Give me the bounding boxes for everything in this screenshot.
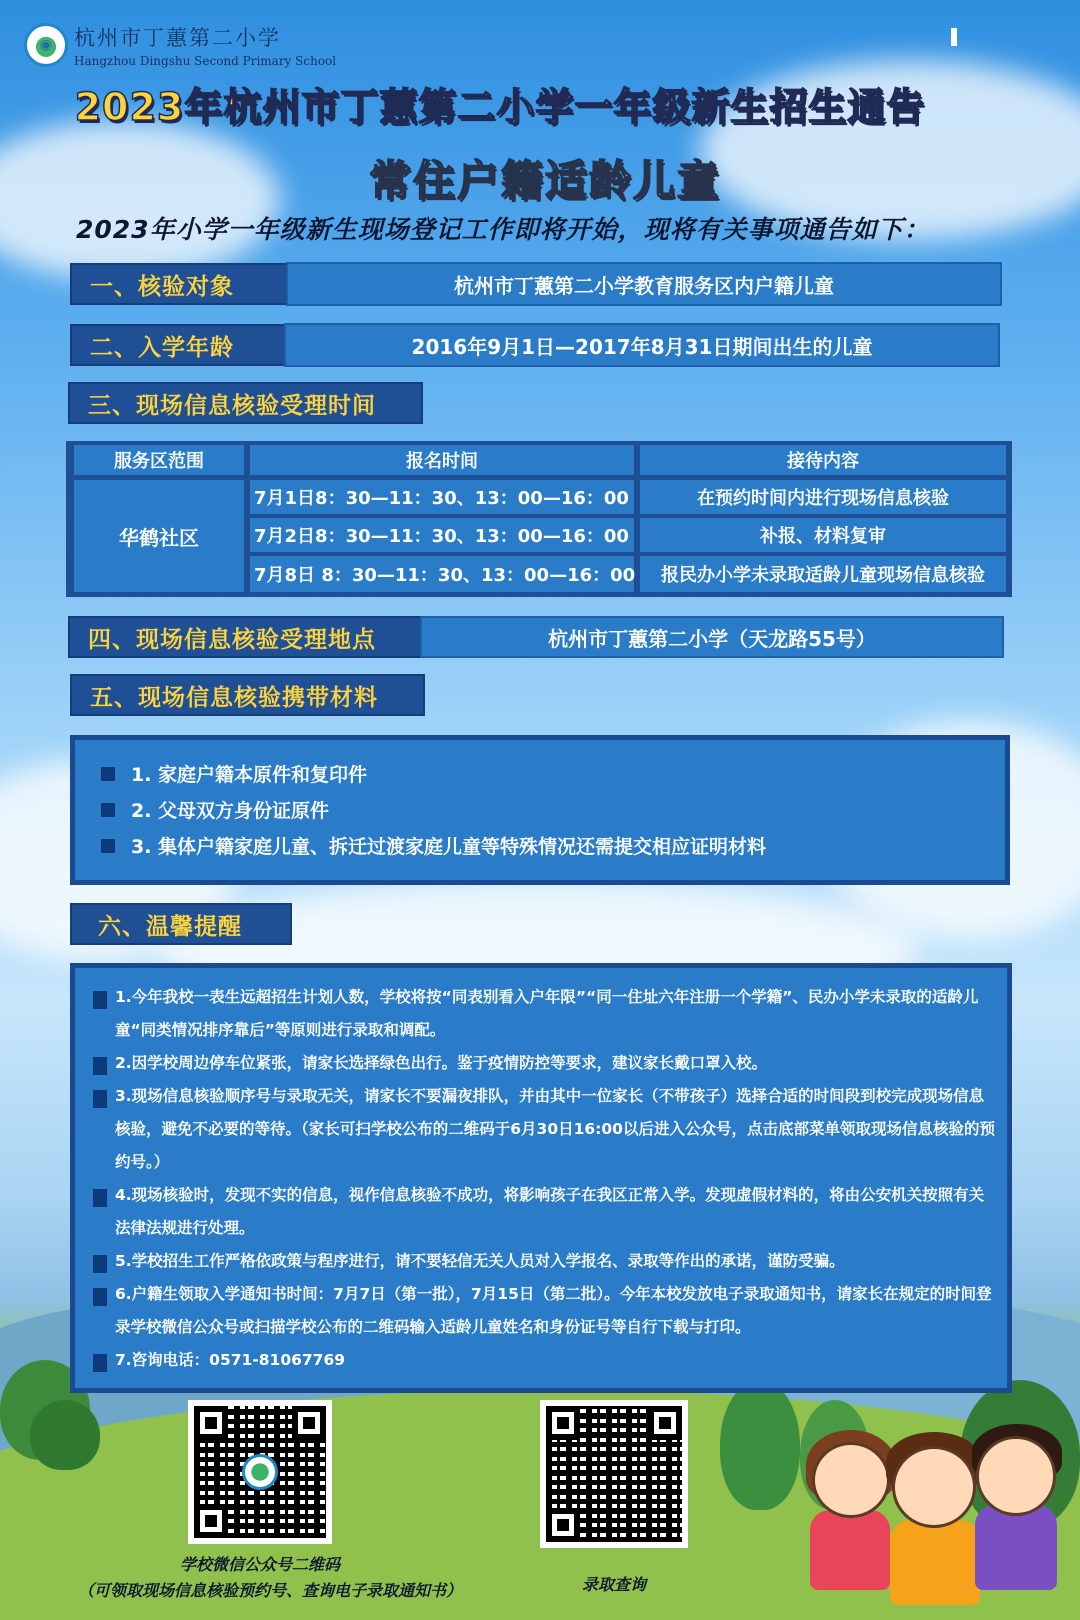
list-item — [115, 1080, 995, 1179]
square-bullet-icon — [93, 1090, 107, 1108]
square-bullet-icon — [101, 839, 115, 853]
table-cell-time: 7月8日 8：30—11：30、13：00—16：00 — [250, 556, 634, 592]
table-cell-content: 报民办小学未录取适龄儿童现场信息核验 — [640, 556, 1006, 592]
table-cell-content: 补报、材料复审 — [640, 518, 1006, 552]
kid-body — [810, 1510, 890, 1590]
square-bullet-icon — [93, 1255, 107, 1273]
qr-caption-left-sub: （可领取现场信息核验预约号、查询电子录取通知书） — [77, 1581, 462, 1600]
tree-decoration — [720, 1380, 800, 1510]
decorative-mark — [951, 28, 957, 46]
section-5-label: 五、现场信息核验携带材料 — [70, 674, 425, 716]
qr-code-icon — [194, 1406, 326, 1538]
square-bullet-icon — [101, 803, 115, 817]
list-item — [115, 1278, 995, 1344]
list-item — [115, 981, 995, 1047]
square-bullet-icon — [93, 1354, 107, 1372]
section-1-label: 一、核验对象 — [70, 263, 288, 305]
school-logo-icon: ◉ — [24, 23, 68, 67]
table-header-area: 服务区范围 — [74, 445, 244, 475]
square-bullet-icon — [93, 991, 107, 1009]
admission-query-qr-code[interactable] — [540, 1400, 688, 1548]
intro-text: 2023年小学一年级新生现场登记工作即将开始，现将有关事项通告如下： — [76, 215, 930, 244]
qr-caption-right: 录取查询 — [581, 1575, 646, 1594]
table-header-time: 报名时间 — [250, 445, 634, 475]
school-logo — [24, 22, 336, 68]
table-cell-area: 华鹤社区 — [74, 480, 244, 592]
materials-box — [70, 735, 1010, 885]
table-cell-content: 在预约时间内进行现场信息核验 — [640, 480, 1006, 514]
school-wechat-qr-code[interactable] — [188, 1400, 332, 1544]
kid-head — [812, 1442, 890, 1518]
list-item — [101, 832, 766, 859]
tip-text: 6.户籍生领取入学通知书时间：7月7日（第一批），7月15日（第二批）。今年本校发放电子录取通知书，请家长在规定的时间登录学校微信公众号或扫描学校公布的二维码输入适龄儿童姓名和身份证号等自行下载与打印。 — [115, 1285, 992, 1336]
table-cell-time: 7月2日8：30—11：30、13：00—16：00 — [250, 518, 634, 552]
tip-text: 7.咨询电话：0571-81067769 — [115, 1351, 346, 1369]
square-bullet-icon — [101, 767, 115, 781]
tips-box — [70, 963, 1012, 1393]
list-item — [101, 796, 329, 823]
qr-code-icon — [546, 1406, 682, 1542]
qr-caption-left: 学校微信公众号二维码 — [179, 1555, 340, 1574]
list-item — [115, 1179, 995, 1245]
section-2-label: 二、入学年龄 — [70, 324, 288, 366]
list-item — [101, 760, 367, 787]
page-subtitle: 常住户籍适龄儿童 — [368, 156, 721, 205]
tip-text: 4.现场核验时，发现不实的信息，视作信息核验不成功，将影响孩子在我区正常入学。发现虚假材料的，将由公安机关按照有关法律法规进行处理。 — [115, 1186, 985, 1237]
section-6-label: 六、温馨提醒 — [70, 903, 292, 945]
square-bullet-icon — [93, 1288, 107, 1306]
material-text: 3. 集体户籍家庭儿童、拆迁过渡家庭儿童等特殊情况还需提交相应证明材料 — [131, 836, 767, 858]
kid-body — [890, 1520, 980, 1605]
square-bullet-icon — [93, 1189, 107, 1207]
table-header-content: 接待内容 — [640, 445, 1006, 475]
tip-text: 2.因学校周边停车位紧张，请家长选择绿色出行。鉴于疫情防控等要求，建议家长戴口罩入校。 — [115, 1054, 768, 1072]
material-text: 1. 家庭户籍本原件和复印件 — [131, 764, 368, 786]
tip-text: 3.现场信息核验顺序号与录取无关，请家长不要漏夜排队，并由其中一位家长（不带孩子）选择合适的时间段到校完成现场信息核验，避免不必要的等待。（家长可扫学校公布的二维码于6月30日16:00以后进入公众号，点击底部菜单领取现场信息核验的预约号。） — [115, 1087, 995, 1171]
section-3-label: 三、现场信息核验受理时间 — [68, 382, 423, 424]
school-name-cn: 杭州市丁蕙第二小学 — [74, 26, 281, 50]
tip-text: 1.今年我校一表生远超招生计划人数，学校将按“同表别看入户年限”“同一住址六年注册一个学籍”、民办小学未录取的适龄儿童“同类情况排序靠后”等原则进行录取和调配。 — [115, 988, 979, 1039]
section-4-value: 杭州市丁蕙第二小学（天龙路55号） — [420, 616, 1004, 658]
list-item — [115, 1245, 995, 1278]
list-item — [115, 1344, 995, 1377]
material-text: 2. 父母双方身份证原件 — [131, 800, 330, 822]
kid-head — [892, 1446, 976, 1528]
section-2-value: 2016年9月1日—2017年8月31日期间出生的儿童 — [284, 323, 1000, 367]
tip-text: 5.学校招生工作严格依政策与程序进行，请不要轻信无关人员对入学报名、录取等作出的承诺，谨防受骗。 — [115, 1252, 845, 1270]
list-item — [115, 1047, 995, 1080]
school-name-en: Hangzhou Dingshu Second Primary School — [74, 54, 337, 68]
section-4-label: 四、现场信息核验受理地点 — [68, 616, 423, 658]
square-bullet-icon — [93, 1057, 107, 1075]
kid-body — [975, 1505, 1057, 1590]
school-logo-icon — [242, 1454, 278, 1490]
table-cell-time: 7月1日8：30—11：30、13：00—16：00 — [250, 480, 634, 514]
kid-head — [976, 1436, 1056, 1516]
page-title: 2023年杭州市丁蕙第二小学一年级新生招生通告 — [74, 85, 926, 129]
tree-decoration — [30, 1400, 100, 1470]
section-1-value: 杭州市丁蕙第二小学教育服务区内户籍儿童 — [286, 262, 1002, 306]
